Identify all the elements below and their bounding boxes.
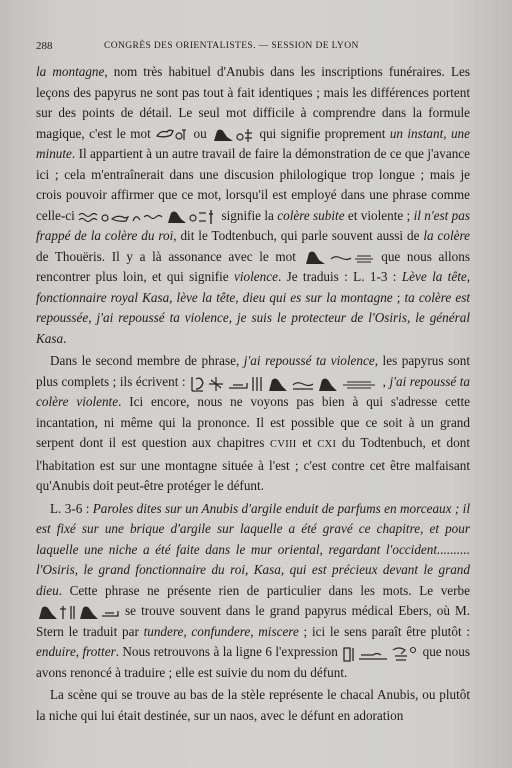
text-run: ou [189,125,212,141]
text-run: la montagne [36,64,105,79]
text-run: . [63,330,67,346]
text-run: colère subite [277,207,345,223]
text-run: . Il appartient à un autre travail de faire la démonstration de ce que j'avance ici ; cela m'entraînerait dans une discusion philologique trop longue ; mais je crois pouvoir affirmer que ce mot, lorsqu'il est employé dans une phrase comme celle-ci [36,146,470,223]
paragraph-1 [36,62,470,349]
text-run: Lève la tête, fonctionnaire royal Kasa, lève la tête, dieu qui es sur la montagne [36,269,471,305]
text-run: de Thouëris. Il y a là assonance avec le mot [36,248,303,264]
text-run: que nous allons rencontrer plus loin, et qui signifie [36,248,470,284]
running-title: CONGRÈS DES ORIENTALISTES. — SESSION DE LYON [104,41,359,51]
text-run: se trouve souvent dans le grand papyrus médical Ebers, où M. Stern le traduit par [36,603,470,639]
text-run: signifie la [218,207,278,223]
hieroglyph-group-5 [189,375,379,389]
text-run: La scène qui se trouve au bas de la stèle représente le chacal Anubis, ou plutôt la niche qui lui était destinée, sur un naos, avec le défunt en adoration [36,687,470,723]
text-run: ; [392,289,405,305]
text-run: que nous avons renoncé à traduire ; elle est suivie du nom du défunt. [36,644,470,680]
text-run: un instant, une minute [36,125,471,161]
paragraph-3 [36,499,470,684]
text-run: . Cette phrase ne présente rien de particulier dans les mots. Le verbe [58,582,470,598]
paragraph-4 [36,685,470,726]
body-text [36,62,470,726]
hieroglyph-group-3 [78,209,218,223]
hieroglyph-group-6 [36,604,120,618]
hieroglyph-group-4 [303,250,375,264]
text-run: Dans le second membre de phrase, [50,353,244,368]
running-head [36,40,476,54]
text-run: . Ici encore, nous ne voyons pas bien à qui s'adresse cette incantation, ni même qui la prononce. Il est possible que ce soit à un grand serpent dont il est question aux chapitres [36,394,470,450]
text-run: ; ici le sens paraît être plutôt : [298,623,471,639]
hieroglyph-group-7 [341,645,419,659]
text-run: Paroles dites sur un Anubis d'argile enduit de parfums en morceaux ; il est fixé sur une brique d'argile sur laquelle a été gravé ce chapitre, et pour laquelle une niche a été faite dans le mur oriental, regardant l'occident.......... l'Osiris, le grand fonctionnaire du roi, Kasa, qui est précieux devant le grand dieu [36,500,470,598]
text-run: j'ai repoussé ta colère violente [36,373,470,409]
text-run: et [296,435,318,450]
paragraph-2 [36,351,470,497]
text-run: et violente ; [344,207,414,223]
text-run: ta colère est repoussée, j'ai repoussé ta violence, je suis le protecteur de l'Osiris, le général Kasa [36,289,471,346]
text-run: CVIII [270,439,297,450]
text-run: CXI [317,439,337,450]
hieroglyph-group-1 [155,127,189,141]
text-run: , dit le Todtenbuch, qui parle souvent aussi de [173,228,424,243]
text-run: , les papyrus sont plus complets ; ils écrivent : [36,353,470,389]
text-run: , nom très habituel d'Anubis dans les inscriptions funéraires. Les leçons des papyrus ne sont pas tout à fait identiques ; mais les différences portent sur des points de détail. Le seul mot difficile à comprendre dans la formule magique, c'est le mot [36,64,470,141]
text-run: . Nous retrouvons à la ligne 6 l'expression [115,644,342,659]
text-run: enduire, frotter [36,644,116,659]
page-number: 288 [36,40,53,52]
hieroglyph-group-2 [211,127,255,141]
text-run: la colère [423,228,471,243]
text-run: j'ai repoussé ta violence [243,353,375,368]
text-run: L. 3-6 : [50,500,93,516]
text-run: il n'est pas frappé de la colère du roi [36,207,470,243]
text-run: qui signifie proprement [255,125,390,141]
text-run: violence [234,269,278,284]
text-run: . Je traduis : L. 1-3 : [277,269,402,284]
text-run: tundere, confundere, miscere [143,623,299,639]
text-run: du Todtenbuch, et dont l'habitation est sur une montagne située à l'est ; c'est contre cet être malfaisant qu'Anubis doit peut-être protéger le défunt. [36,435,470,493]
text-run: , [379,373,390,389]
